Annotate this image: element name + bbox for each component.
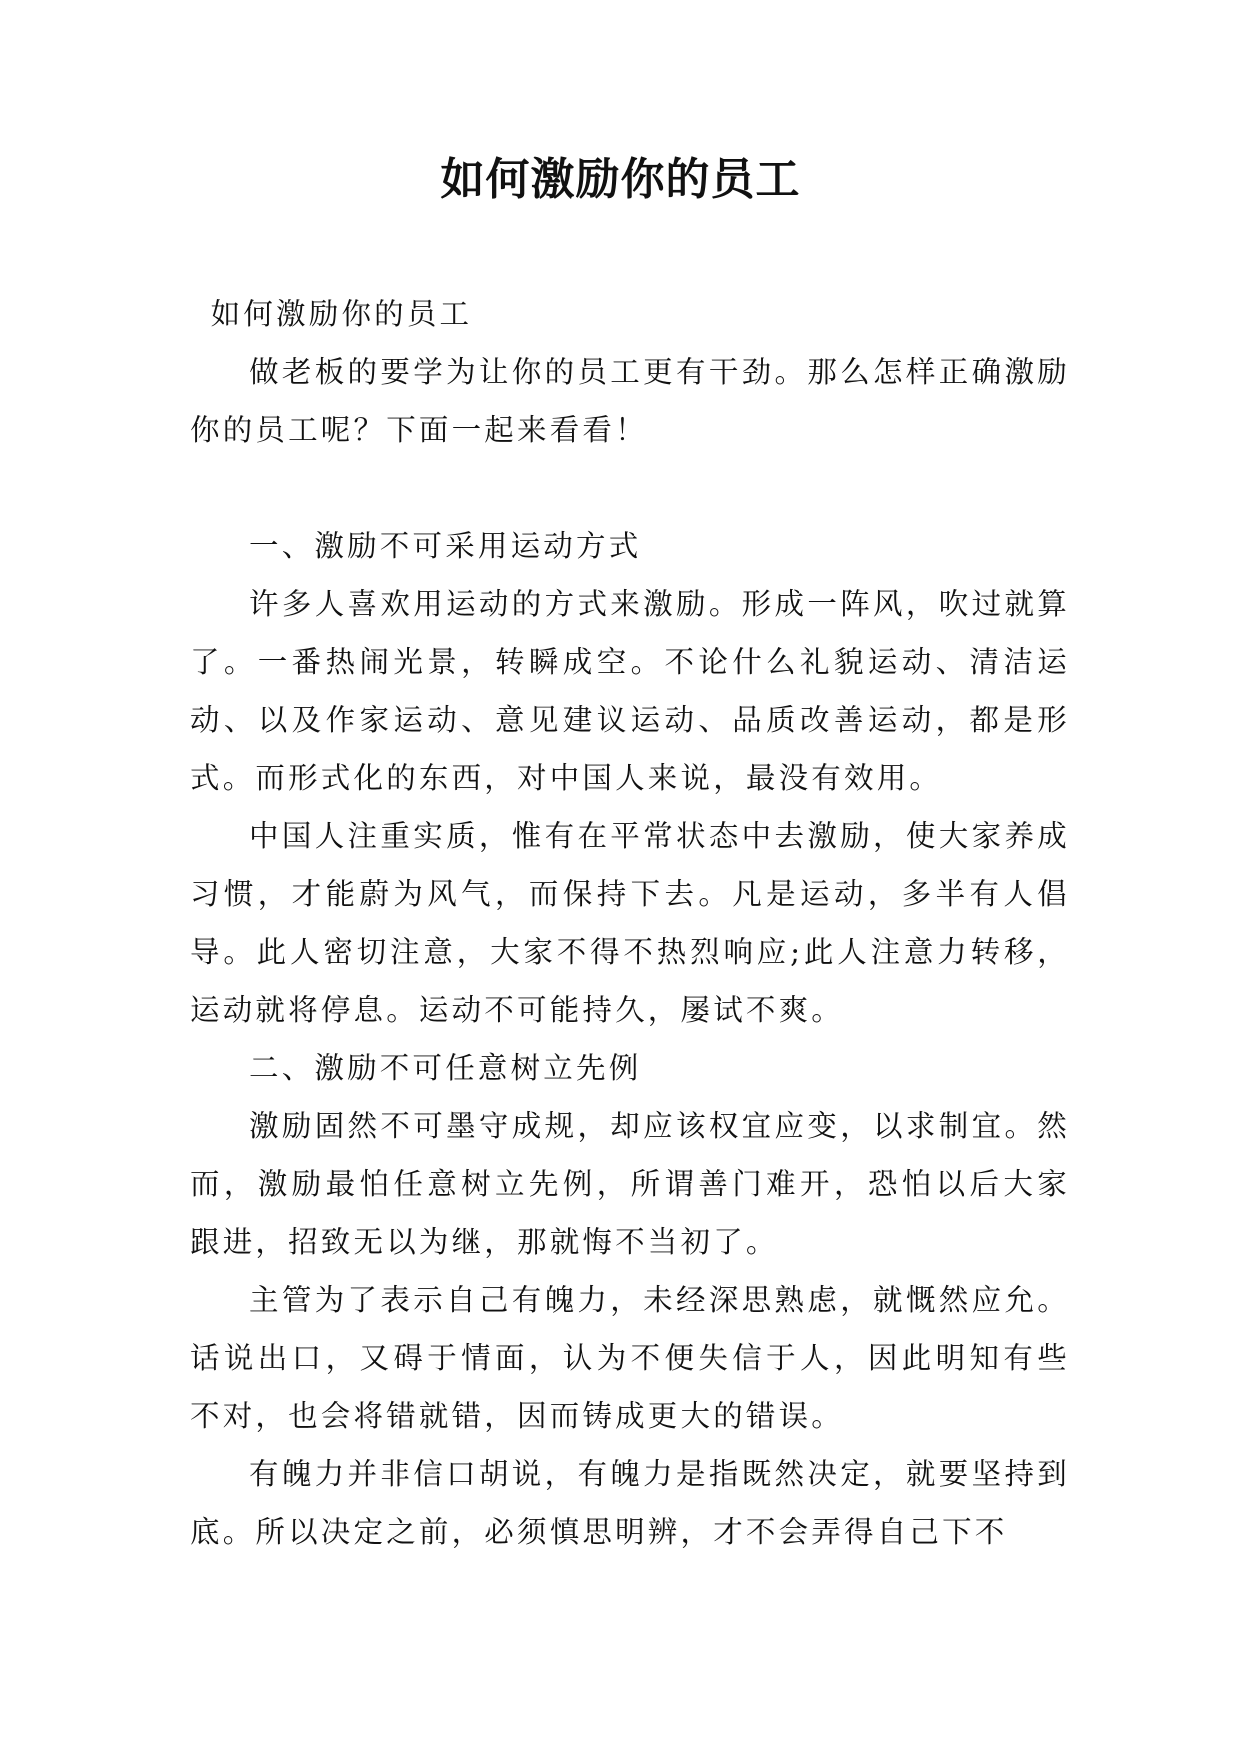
paragraph: 有魄力并非信口胡说，有魄力是指既然决定，就要坚持到底。所以决定之前，必须慎思明辨，才不会弄得自己下不 bbox=[190, 1457, 1070, 1549]
document-body bbox=[190, 285, 1070, 1561]
document-subtitle: 如何激励你的员工 bbox=[210, 297, 473, 331]
paragraph: 中国人注重实质，惟有在平常状态中去激励，使大家养成习惯，才能蔚为风气，而保持下去。凡是运动，多半有人倡导。此人密切注意，大家不得不热烈响应;此人注意力转移，运动就将停息。运动不可能持久，屡试不爽。 bbox=[190, 819, 1070, 1027]
paragraph-intro: 做老板的要学为让你的员工更有干劲。那么怎样正确激励你的员工呢？下面一起来看看！ bbox=[190, 355, 1070, 447]
section-heading-2: 二、激励不可任意树立先例 bbox=[249, 1051, 642, 1085]
section-heading-1: 一、激励不可采用运动方式 bbox=[249, 529, 642, 563]
paragraph: 主管为了表示自己有魄力，未经深思熟虑，就慨然应允。话说出口，又碍于情面，认为不便失信于人，因此明知有些不对，也会将错就错，因而铸成更大的错误。 bbox=[190, 1283, 1070, 1433]
paragraph: 激励固然不可墨守成规，却应该权宜应变，以求制宜。然而，激励最怕任意树立先例，所谓善门难开，恐怕以后大家跟进，招致无以为继，那就悔不当初了。 bbox=[190, 1109, 1070, 1259]
document-title: 如何激励你的员工 bbox=[440, 154, 801, 205]
paragraph: 许多人喜欢用运动的方式来激励。形成一阵风，吹过就算了。一番热闹光景，转瞬成空。不论什么礼貌运动、清洁运动、以及作家运动、意见建议运动、品质改善运动，都是形式。而形式化的东西，对中国人来说，最没有效用。 bbox=[190, 587, 1070, 795]
